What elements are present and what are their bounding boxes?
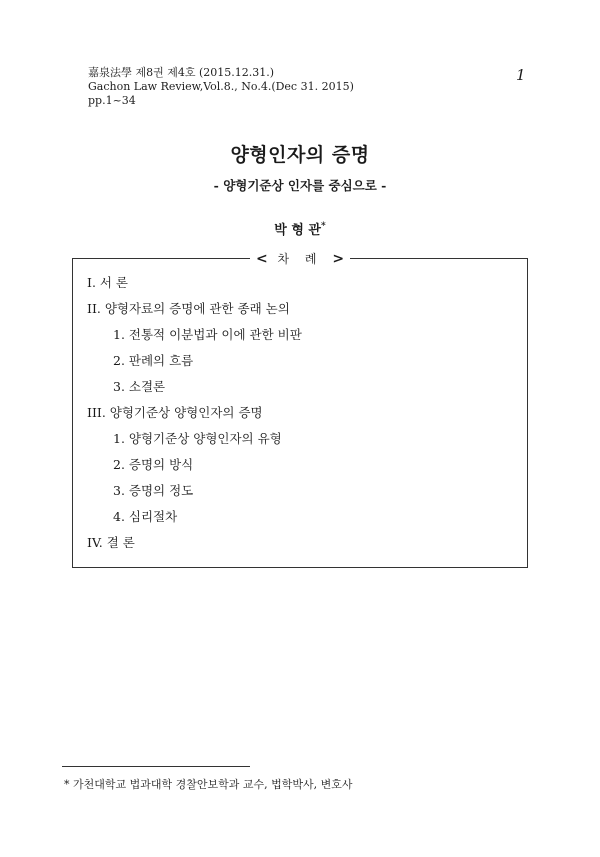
journal-header — [88, 66, 354, 108]
toc-item: 1. 전통적 이분법과 이에 관한 비판 — [113, 327, 302, 342]
author-footnote: * 가천대학교 법과대학 경찰안보학과 교수, 법학박사, 변호사 — [64, 778, 353, 791]
author-footnote-mark: * — [321, 221, 326, 232]
toc-heading-label: 차 례 — [277, 252, 323, 266]
article-subtitle: - 양형기준상 인자를 중심으로 - — [213, 178, 387, 193]
toc-item: 4. 심리절차 — [113, 509, 178, 524]
journal-citation-korean: 嘉泉法學 제8권 제4호 (2015.12.31.) — [88, 66, 275, 79]
author-line — [0, 219, 600, 238]
toc-item: 2. 판례의 흐름 — [113, 353, 194, 368]
article-title: 양형인자의 증명 — [230, 144, 370, 166]
left-angle-bracket-icon: < — [255, 251, 268, 267]
journal-citation-english: Gachon Law Review,Vol.8., No.4.(Dec 31. 2015) — [88, 80, 354, 93]
toc-item: 1. 양형기준상 양형인자의 유형 — [113, 431, 282, 446]
toc-item: 3. 증명의 정도 — [113, 483, 194, 498]
toc-heading — [0, 248, 600, 267]
journal-pages: pp.1~34 — [88, 94, 136, 107]
toc-item: III. 양형기준상 양형인자의 증명 — [87, 405, 263, 420]
toc-item: 3. 소결론 — [113, 379, 166, 394]
author-name: 박 형 관 — [274, 223, 321, 238]
toc-list — [87, 270, 302, 556]
right-angle-bracket-icon: > — [332, 251, 345, 267]
footnote-divider — [62, 766, 250, 767]
toc-item: IV. 결 론 — [87, 535, 135, 550]
toc-item: 2. 증명의 방식 — [113, 457, 194, 472]
toc-item: I. 서 론 — [87, 275, 129, 290]
page-number: 1 — [516, 66, 526, 84]
toc-item: II. 양형자료의 증명에 관한 종래 논의 — [87, 301, 290, 316]
